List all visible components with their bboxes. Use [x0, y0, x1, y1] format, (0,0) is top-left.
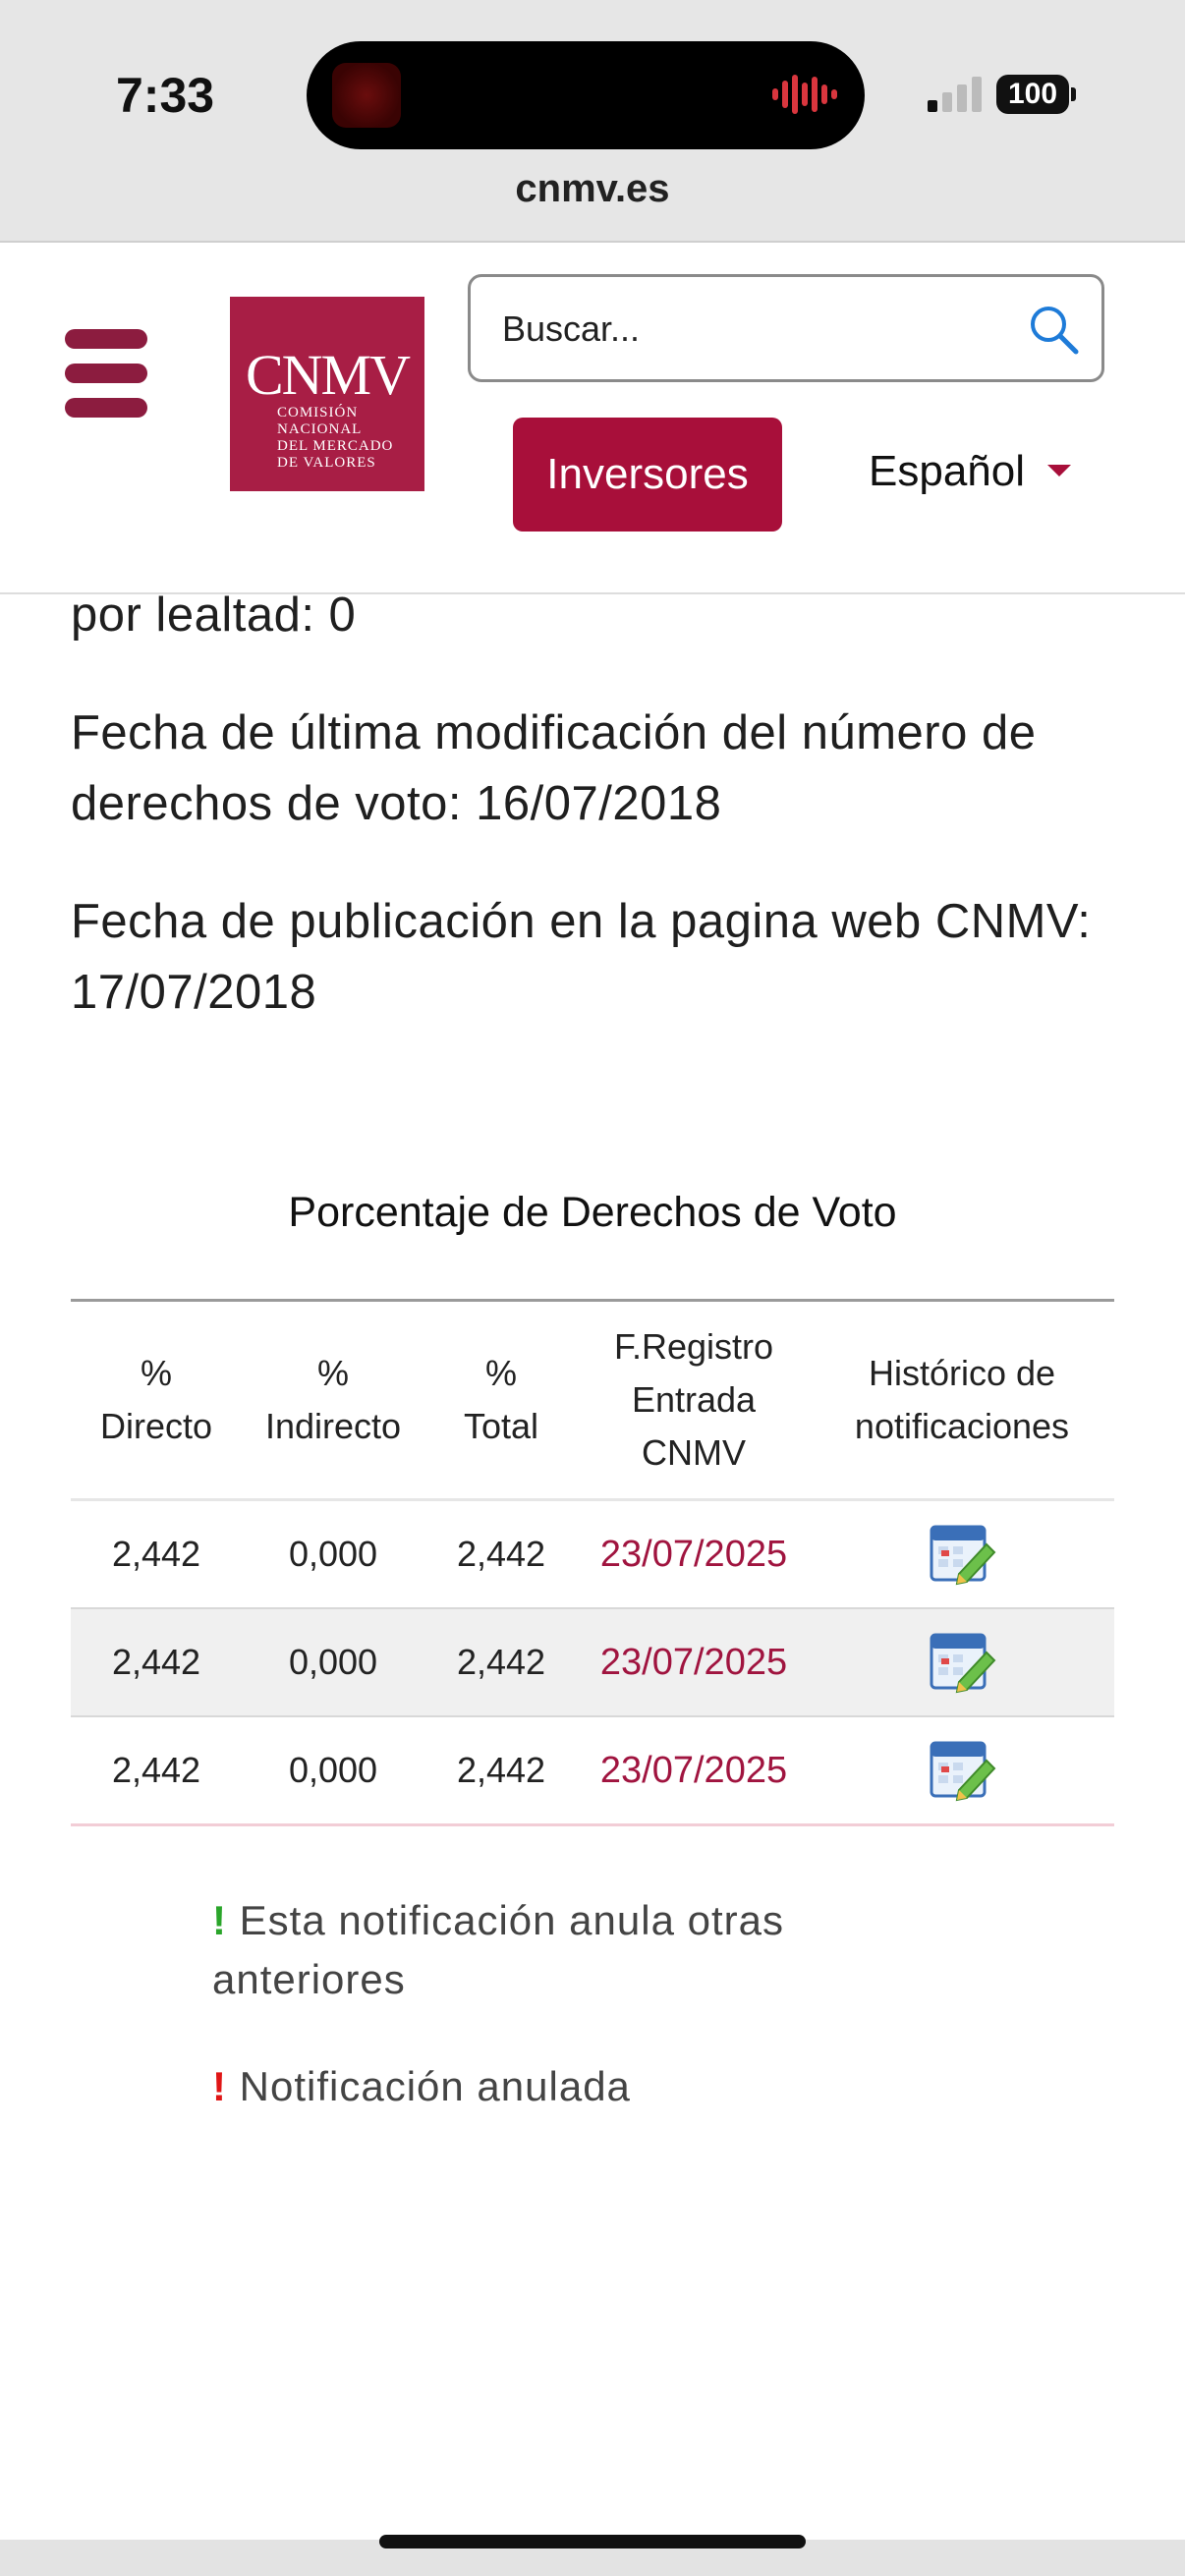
cell-directo: 2,442 [111, 1534, 201, 1574]
table-title: Porcentaje de Derechos de Voto [288, 1189, 897, 1236]
header-directo: % Directo [99, 1353, 213, 1446]
legend-anulada [212, 2057, 959, 2116]
cell-indirecto: 0,000 [288, 1642, 378, 1682]
cell-directo: 2,442 [111, 1642, 201, 1682]
legend-anula-text: Esta notificación anula otras anteriores [212, 1897, 784, 2002]
calendar-edit-icon[interactable] [930, 1739, 996, 1802]
cnmv-logo[interactable] [230, 297, 424, 491]
calendar-edit-icon[interactable] [930, 1631, 996, 1694]
cell-fecha-link[interactable]: 23/07/2025 [599, 1642, 788, 1683]
language-selector[interactable]: Español [869, 447, 1026, 495]
home-indicator[interactable] [379, 2535, 806, 2548]
search-box [468, 274, 1104, 382]
battery-tip [1071, 87, 1076, 101]
logo-subtext: COMISIÓN NACIONAL DEL MERCADO DE VALORES [277, 405, 394, 471]
exclamation-green-icon: ! [212, 1897, 227, 1943]
dynamic-island [307, 41, 865, 149]
table-header [71, 1302, 1114, 1501]
header-total: % Total [463, 1353, 539, 1446]
table-row [71, 1501, 1114, 1609]
status-time: 7:33 [116, 68, 215, 123]
cell-fecha-link[interactable]: 23/07/2025 [599, 1534, 788, 1575]
site-header [0, 243, 1185, 594]
cell-fecha-link[interactable]: 23/07/2025 [599, 1750, 788, 1791]
exclamation-red-icon: ! [212, 2063, 227, 2109]
cell-total: 2,442 [456, 1534, 546, 1574]
cell-indirecto: 0,000 [288, 1750, 378, 1790]
cell-total: 2,442 [456, 1642, 546, 1682]
calendar-edit-icon[interactable] [930, 1523, 996, 1586]
publication-date-text: Fecha de publicación en la pagina web CNMV: 17/07/2018 [71, 895, 1092, 1019]
logo-text: CNMV [245, 343, 410, 407]
table-row [71, 1609, 1114, 1717]
legend-anulada-text: Notificación anulada [239, 2063, 631, 2109]
audio-waveform-icon [772, 71, 837, 118]
header-indirecto: % Indirecto [264, 1353, 402, 1446]
legend-anula [212, 1891, 959, 2009]
address-bar-url[interactable]: cnmv.es [515, 167, 670, 210]
now-playing-app-icon [332, 63, 401, 128]
chevron-down-icon[interactable] [1047, 465, 1071, 476]
search-input[interactable] [500, 277, 1015, 381]
battery-indicator: 100 [996, 75, 1069, 114]
table-row [71, 1717, 1114, 1826]
voting-rights-table [71, 1299, 1114, 1826]
cellular-signal-icon [928, 75, 983, 114]
loyalty-votes-text: por lealtad: 0 [71, 588, 357, 642]
header-historico: Histórico de notificaciones [854, 1353, 1070, 1446]
cell-total: 2,442 [456, 1750, 546, 1790]
inversores-button[interactable]: Inversores [513, 418, 782, 532]
cell-directo: 2,442 [111, 1750, 201, 1790]
header-fregistro: F.Registro Entrada CNMV [613, 1326, 774, 1473]
search-icon[interactable] [1027, 303, 1080, 356]
last-modification-date-text: Fecha de última modificación del número de derechos de voto: 16/07/2018 [71, 706, 1037, 830]
hamburger-menu-icon[interactable] [65, 329, 147, 418]
cell-indirecto: 0,000 [288, 1534, 378, 1574]
status-bar [0, 0, 1185, 243]
